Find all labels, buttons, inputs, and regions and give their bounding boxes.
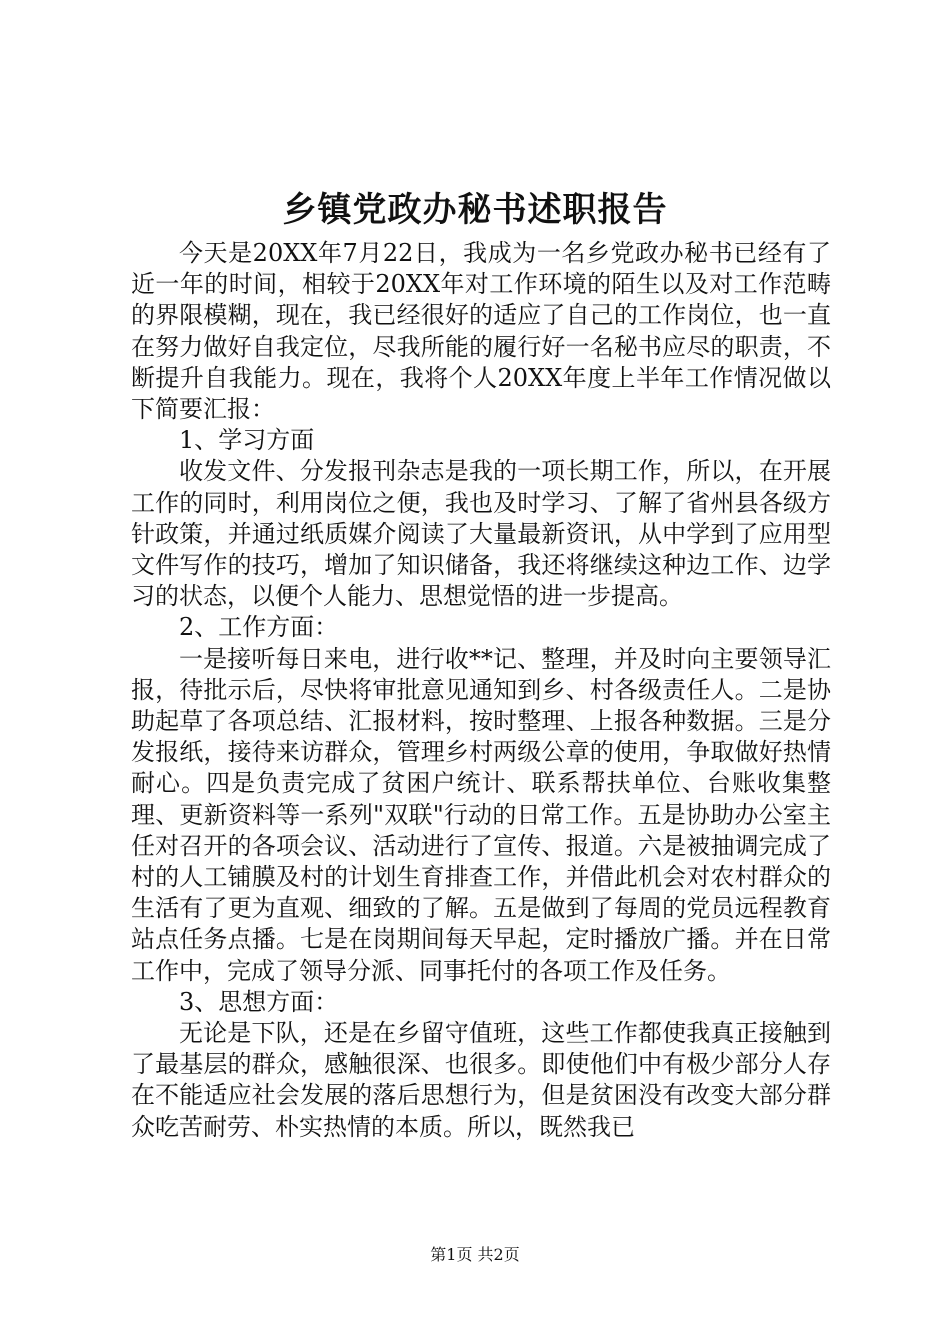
thought-paragraph: 无论是下队，还是在乡留守值班，这些工作都使我真正接触到了最基层的群众，感触很深、也很多。即使他们中有极少部分人存在不能适应社会发展的落后思想行为，但是贫困没有改变大部分群众吃苦耐劳、朴实热情的本质。所以，既然我已 bbox=[131, 1019, 831, 1141]
section-heading-study: 1、学习方面 bbox=[179, 426, 315, 455]
intro-paragraph: 今天是20XX年7月22日，我成为一名乡党政办秘书已经有了近一年的时间，相较于20XX年对工作环境的陌生以及对工作范畴的界限模糊，现在，我已经很好的适应了自己的工作岗位，也一直在努力做好自我定位，尽我所能的履行好一名秘书应尽的职责，不断提升自我能力。现在，我将个人20XX年度上半年工作情况做以下简要汇报： bbox=[131, 239, 831, 424]
document-title: 乡镇党政办秘书述职报告 bbox=[282, 190, 668, 230]
section-heading-work: 2、工作方面： bbox=[179, 613, 339, 642]
section-heading-thought: 3、思想方面： bbox=[179, 987, 339, 1016]
document-body bbox=[131, 238, 831, 1143]
work-paragraph: 一是接听每日来电，进行收**记、整理，并及时向主要领导汇报，待批示后，尽快将审批意见通知到乡、村各级责任人。二是协助起草了各项总结、汇报材料，按时整理、上报各种数据。三是分发报纸，接待来访群众，管理乡村两级公章的使用，争取做好热情耐心。四是负责完成了贫困户统计、联系帮扶单位、台账收集整理、更新资料等一系列"双联"行动的日常工作。五是协助办公室主任对召开的各项会议、活动进行了宣传、报道。六是被抽调完成了村的人工铺膜及村的计划生育排查工作，并借此机会对农村群众的生活有了更为直观、细致的了解。五是做到了每周的党员远程教育站点任务点播。七是在岗期间每天早起，定时播放广播。并在日常工作中，完成了领导分派、同事托付的各项工作及任务。 bbox=[131, 644, 831, 985]
study-paragraph: 收发文件、分发报刊杂志是我的一项长期工作，所以，在开展工作的同时，利用岗位之便，我也及时学习、了解了省州县各级方针政策，并通过纸质媒介阅读了大量最新资讯，从中学到了应用型文件写作的技巧，增加了知识储备，我还将继续这种边工作、边学习的状态，以便个人能力、思想觉悟的进一步提高。 bbox=[131, 457, 831, 611]
page-number-footer: 第1页 共2页 bbox=[430, 1245, 520, 1264]
